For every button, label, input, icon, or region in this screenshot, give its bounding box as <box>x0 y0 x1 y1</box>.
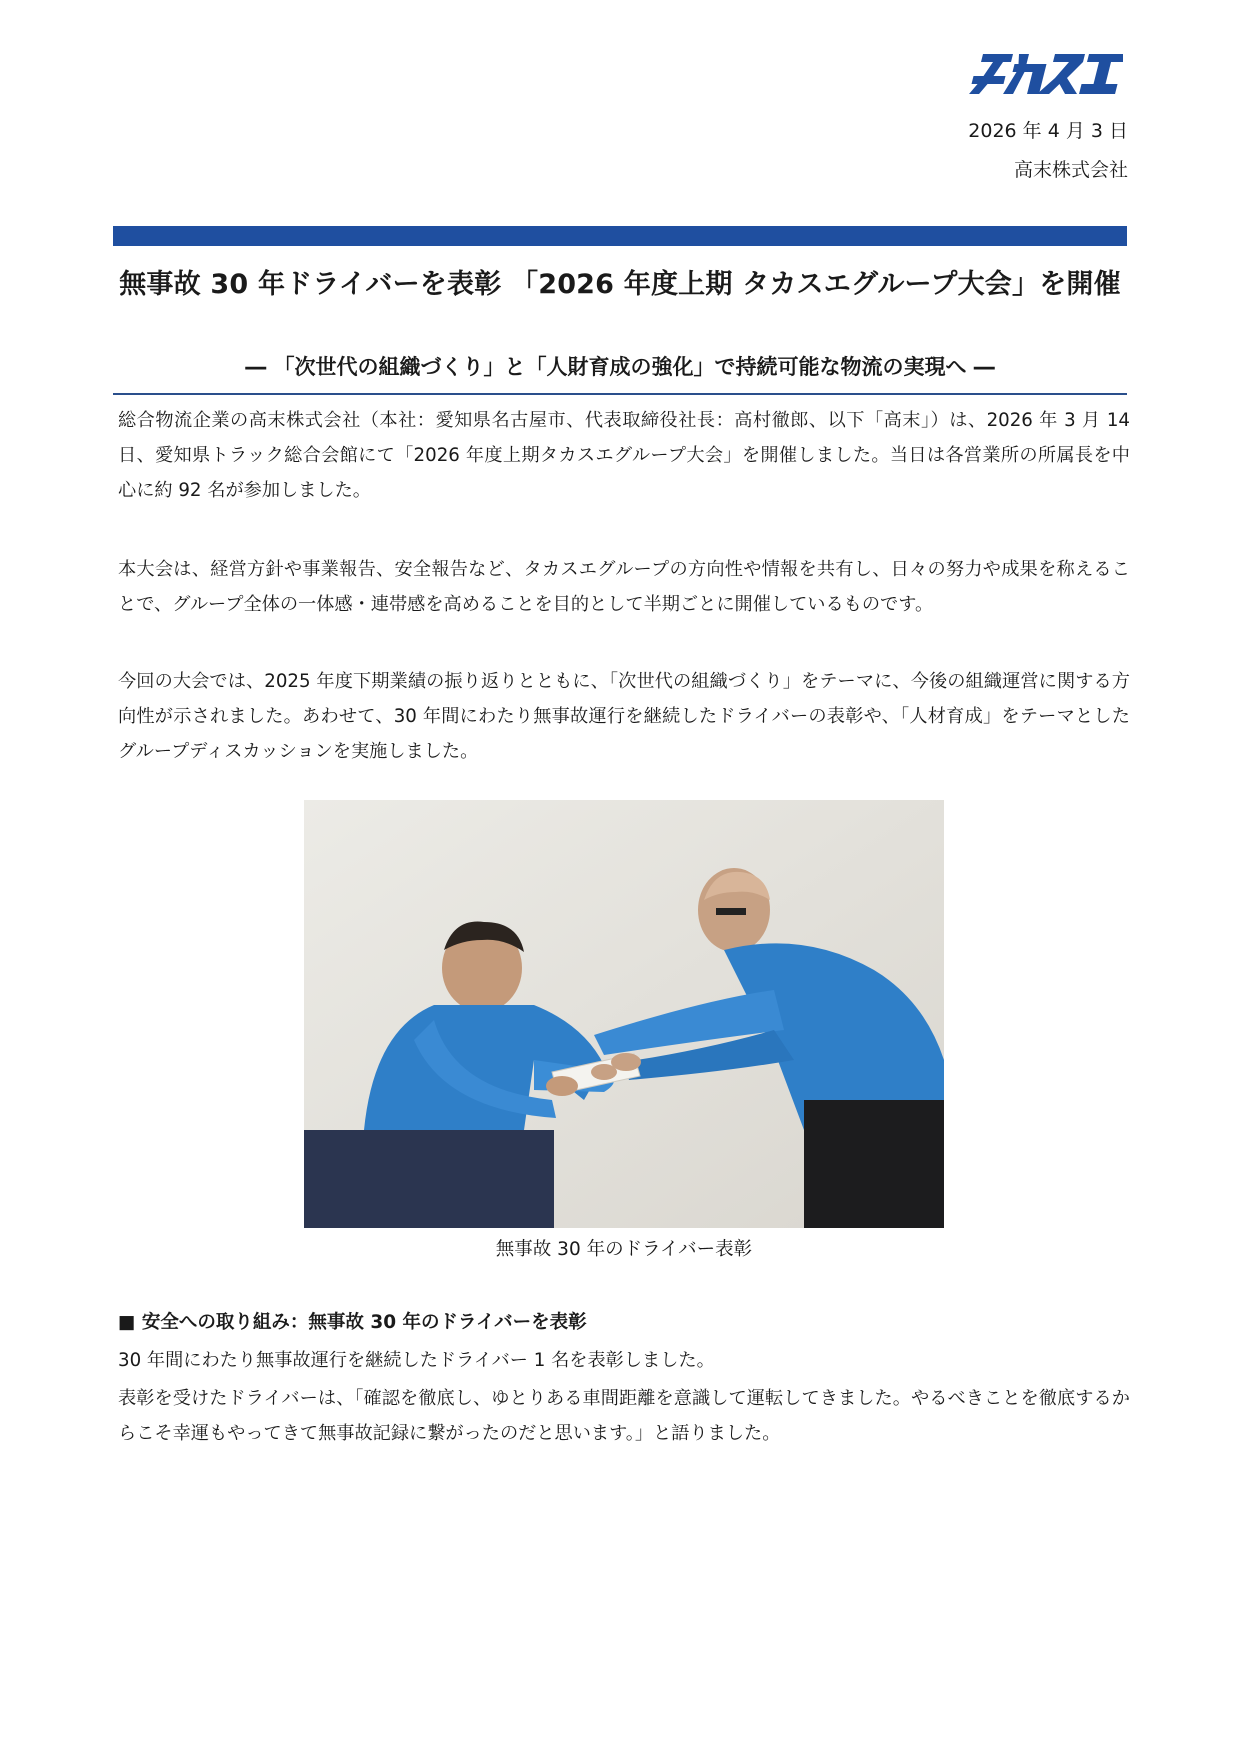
subtitle-divider <box>113 393 1127 395</box>
section-heading: ■ 安全への取り組み：無事故 30 年のドライバーを表彰 <box>118 1312 587 1333</box>
body-paragraph-3: 今回の大会では、2025 年度下期業績の振り返りとともに、「次世代の組織づくり」をテーマに、今後の組織運営に関する方向性が示されました。あわせて、30 年間にわたり無事故運行を継続したドライバーの表彰や、「人材育成」をテーマとしたグループディスカッションを実施しました。 <box>118 671 1130 762</box>
release-date: 2026 年 4 月 3 日 <box>968 120 1128 142</box>
photo-caption: 無事故 30 年のドライバー表彰 <box>495 1239 753 1260</box>
section-paragraph-2: 表彰を受けたドライバーは、「確認を徹底し、ゆとりある車間距離を意識して運転してきました。やるべきことを徹底するからこそ幸運もやってきて無事故記録に繋がったのだと思います。」と語りました。 <box>118 1388 1130 1444</box>
award-ceremony-photo <box>304 800 944 1228</box>
company-logo <box>968 50 1123 96</box>
section-paragraph-1: 30 年間にわたり無事故運行を継続したドライバー 1 名を表彰しました。 <box>118 1350 715 1371</box>
company-name: 高末株式会社 <box>1013 159 1128 181</box>
page-subtitle: ― 「次世代の組織づくり」と「人財育成の強化」で持続可能な物流の実現へ ― <box>245 355 995 379</box>
page-title: 無事故 30 年ドライバーを表彰 「2026 年度上期 タカスエグループ大会」を開催 <box>119 269 1121 300</box>
body-paragraph-2: 本大会は、経営方針や事業報告、安全報告など、タカスエグループの方向性や情報を共有し、日々の努力や成果を称えることで、グループ全体の一体感・連帯感を高めることを目的として半期ごとに開催しているものです。 <box>118 559 1130 615</box>
body-paragraph-1: 総合物流企業の高末株式会社（本社：愛知県名古屋市、代表取締役社長：高村徹郎、以下「高末」）は、2026 年 3 月 14 日、愛知県トラック総合会館にて「2026 年度上期タカスエグループ大会」を開催しました。当日は各営業所の所属長を中心に約 92 名が参加しました。 <box>118 410 1130 501</box>
header-bar <box>113 226 1127 246</box>
